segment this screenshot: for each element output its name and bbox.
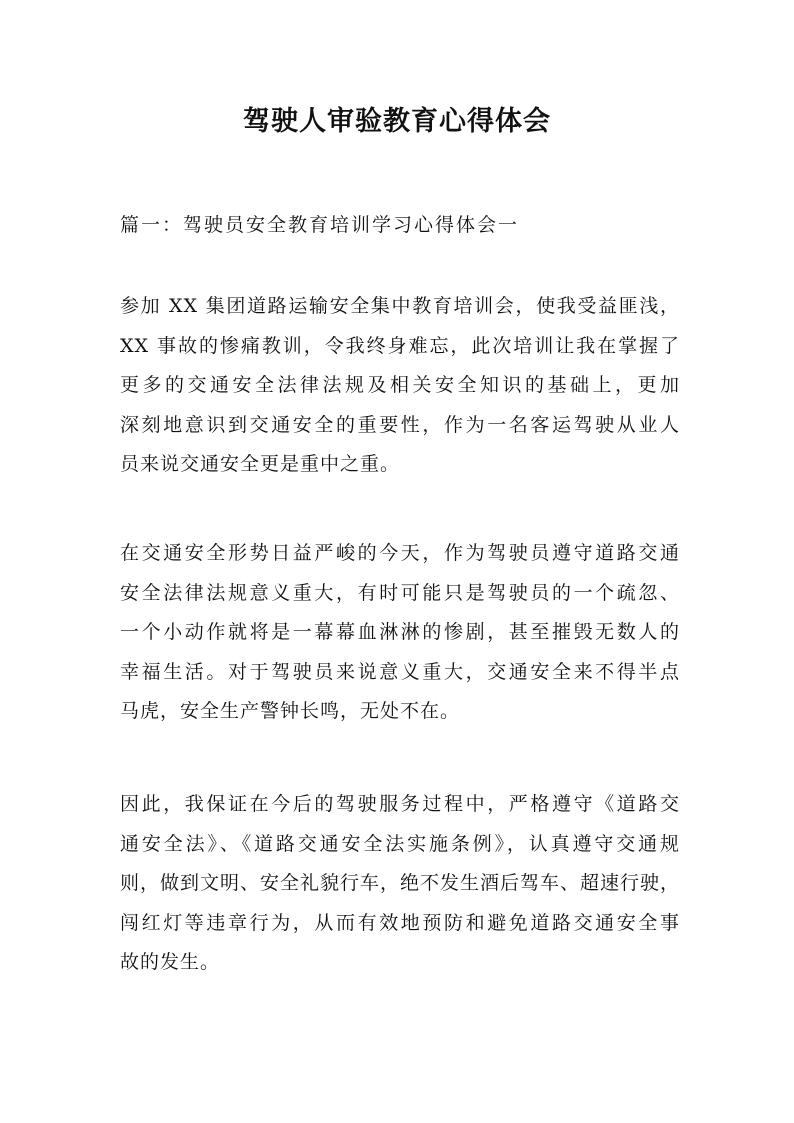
- paragraph-line: 通安全法》、《道路交通安全法实施条例》，认真遵守交通规: [120, 832, 680, 855]
- document-title: 驾驶人审验教育心得体会: [243, 106, 551, 137]
- paragraph-line: XX 事故的惨痛教训，令我终身难忘，此次培训让我在掌握了: [120, 334, 680, 357]
- paragraph-line: 则，做到文明、安全礼貌行车，绝不发生酒后驾车、超速行驶，: [120, 872, 681, 894]
- paragraph-line: 闯红灯等违章行为，从而有效地预防和避免道路交通安全事: [120, 911, 680, 934]
- paragraph-line: 因此，我保证在今后的驾驶服务过程中，严格遵守《道路交: [120, 793, 680, 815]
- paragraph-line: 参加 XX 集团道路运输安全集中教育培训会，使我受益匪浅，: [120, 295, 680, 317]
- paragraph-line: 安全法律法规意义重大，有时可能只是驾驶员的一个疏忽、: [120, 581, 680, 604]
- paragraph-2: [120, 534, 680, 732]
- paragraph-1: [120, 287, 680, 485]
- paragraph-line: 故的发生。: [120, 951, 221, 973]
- paragraph-line: 员来说交通安全更是重中之重。: [120, 453, 401, 475]
- paragraph-line: 更多的交通安全法律法规及相关安全知识的基础上，更加: [120, 374, 680, 396]
- paragraph-line: 在交通安全形势日益严峻的今天，作为驾驶员遵守道路交通: [120, 542, 680, 564]
- paragraph-line: 马虎，安全生产警钟长鸣，无处不在。: [120, 700, 461, 722]
- paragraph-line: 一个小动作就将是一幕幕血淋淋的惨剧，甚至摧毁无数人的: [120, 621, 680, 643]
- paragraph-line: 深刻地意识到交通安全的重要性，作为一名客运驾驶从业人: [120, 413, 680, 436]
- document-subtitle: 篇一：驾驶员安全教育培训学习心得体会一: [120, 214, 520, 236]
- paragraph-line: 幸福生活。对于驾驶员来说意义重大，交通安全来不得半点: [120, 660, 680, 683]
- paragraph-3: [120, 785, 680, 983]
